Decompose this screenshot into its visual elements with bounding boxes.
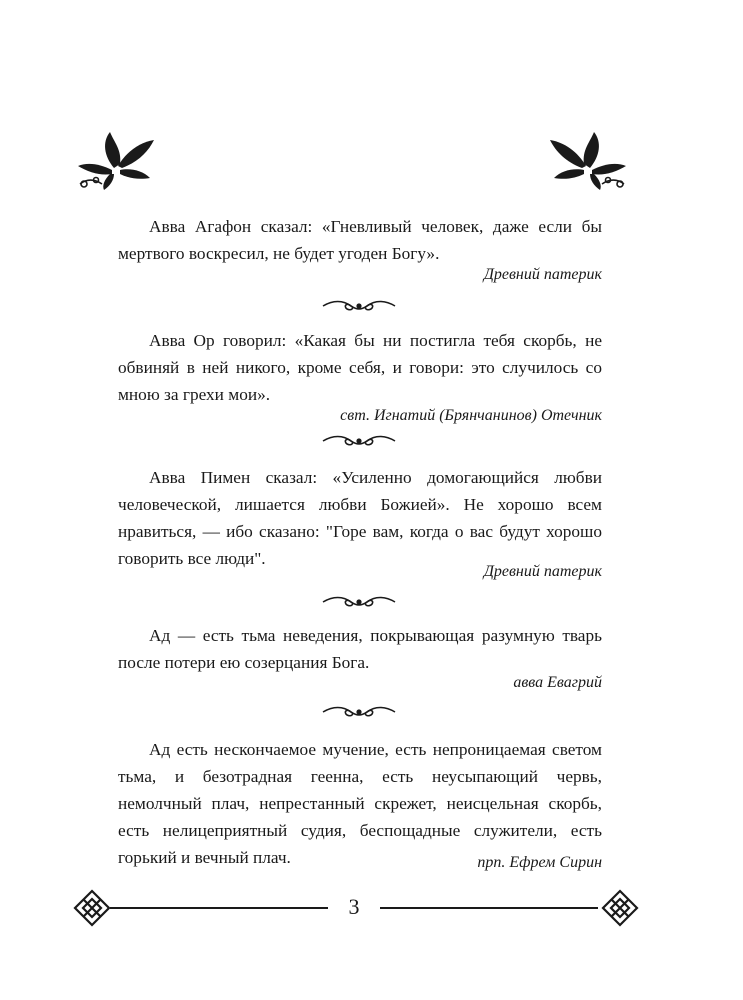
- footer-rule-right: [380, 907, 598, 909]
- page-number: 3: [348, 894, 360, 919]
- quote-source: авва Евагрий: [513, 674, 602, 691]
- quote-source: прп. Ефрем Сирин: [477, 854, 602, 871]
- scroll-divider-icon: [321, 433, 397, 449]
- quote-block: [118, 327, 602, 408]
- celtic-knot-right-icon: [600, 888, 640, 928]
- scroll-divider-icon: [321, 704, 397, 720]
- quote-source: Древний патерик: [483, 266, 602, 283]
- quote-text: Авва Ор говорил: «Какая бы ни постигла тебя скорбь, не обвиняй в ней никого, кроме себя, и говори: это случилось со мною за грехи мои».: [118, 331, 602, 404]
- leaf-ornament-right-icon: [548, 128, 630, 192]
- quote-block: [118, 736, 602, 871]
- leaf-ornament-left-icon: [74, 128, 156, 192]
- scroll-divider-icon: [321, 298, 397, 314]
- quote-block: [118, 464, 602, 572]
- quote-source: свт. Игнатий (Брянчанинов) Отечник: [340, 407, 602, 424]
- quote-text: Авва Агафон сказал: «Гневливый человек, даже если бы мертвого воскресил, не будет угоден Богу».: [118, 217, 602, 263]
- celtic-knot-left-icon: [72, 888, 112, 928]
- quote-text: Авва Пимен сказал: «Усиленно домогающийся любви человеческой, лишается любви Божией». Не хорошо всем нравиться, — ибо сказано: "Горе вам, когда о вас будут хорошо говорить все люди".: [118, 468, 602, 568]
- quote-block: [118, 213, 602, 267]
- quote-text: Ад — есть тьма неведения, покрывающая разумную тварь после потери ею созерцания Бога.: [118, 626, 602, 672]
- quote-text: Ад есть нескончаемое мучение, есть непроницаемая светом тьма, и безотрадная геенна, есть неусыпающий червь, немолчный плач, непрестанный скрежет, неисцельная скорбь, есть нелицеприятный судия, беспощадные служители, есть горький и вечный плач.: [118, 740, 602, 867]
- scroll-divider-icon: [321, 594, 397, 610]
- quote-source: Древний патерик: [483, 563, 602, 580]
- quote-block: [118, 622, 602, 676]
- footer-rule-left: [110, 907, 328, 909]
